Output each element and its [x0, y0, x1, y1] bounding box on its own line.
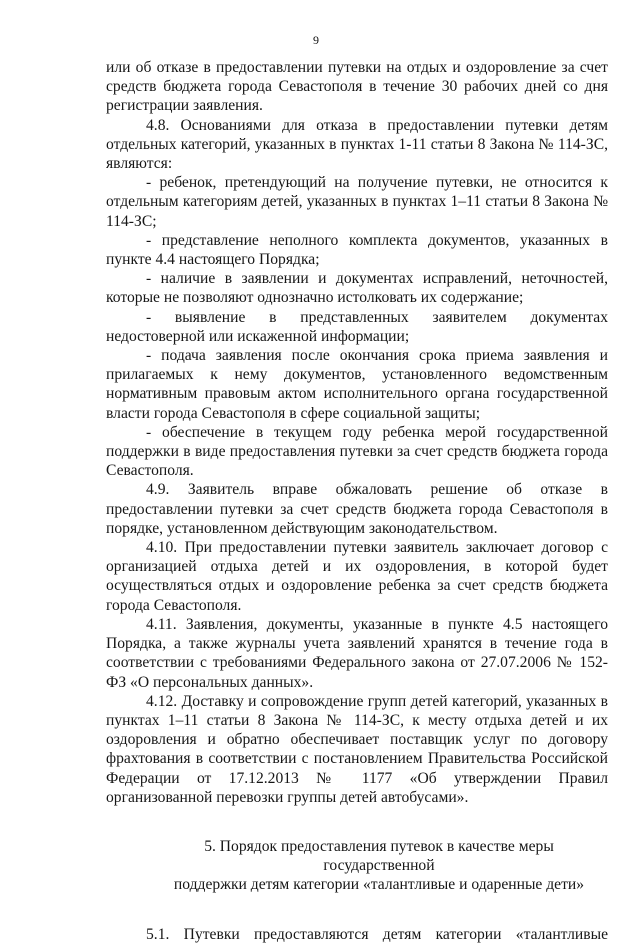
list-item: - ребенок, претендующий на получение путевки, не относится к отдельным категориям детей, указанных в пунктах 1–11 статьи 8 Закона № 114-ЗС; — [106, 174, 608, 230]
paragraph-4-12: 4.12. Доставку и сопровождение групп детей категорий, указанных в пунктах 1–11 статьи 8 Закона № 114-ЗС, к месту отдыха детей и их оздоровления и обратно обеспечивает поставщик услуг по договору фрахтования в соответствии с постановлением Правительства Российской Федерации от 17.12.2013 № 1177 «Об утверждении Правил организованной перевозки группы детей автобусами». — [106, 692, 608, 806]
paragraph-4-9: 4.9. Заявитель вправе обжаловать решение об отказе в предоставлении путевки за счет средств бюджета города Севастополя в порядке, установленном действующим законодательством. — [106, 481, 608, 537]
list-item: - выявление в представленных заявителем документах недостоверной или искаженной информации; — [106, 308, 608, 345]
list-item: - подача заявления после окончания срока приема заявления и прилагаемых к нему документов, установленного ведомственным нормативным правовым актом исполнительного органа государственной власти города Севастополя в сфере социальной защиты; — [106, 347, 608, 422]
document-body — [106, 58, 608, 944]
section-heading-line2: поддержки детям категории «талантливые и одаренные дети» — [173, 876, 585, 894]
list-item: - обеспечение в текущем году ребенка мерой государственной поддержки в виде предоставления путевки за счет средств бюджета города Севастополя. — [106, 423, 608, 480]
paragraph-continuation: или об отказе в предоставлении путевки на отдых и оздоровление за счет средств бюджета города Севастополя в течение 30 рабочих дней со дня регистрации заявления. — [106, 59, 608, 115]
paragraph-4-10: 4.10. При предоставлении путевки заявитель заключает договор с организацией отдыха детей и их оздоровления, в которой будет осуществляться отдых и оздоровление ребенка за счет средств бюджета города Севастополя. — [106, 539, 608, 614]
paragraph-4-11: 4.11. Заявления, документы, указанные в пункте 4.5 настоящего Порядка, а также журналы учета заявлений хранятся в течение года в соответствии с требованиями Федерального закона от 27.07.2006 № 152-ФЗ «О персональных данных». — [106, 615, 608, 691]
section-heading-line1: 5. Порядок предоставления путевок в качестве меры государственной — [204, 837, 554, 875]
paragraph-5-1: 5.1. Путевки предоставляются детям категории «талантливые — [146, 925, 608, 943]
list-item: - наличие в заявлении и документах исправлений, неточностей, которые не позволяют однозначно истолковать их содержание; — [106, 270, 608, 307]
section-heading — [106, 837, 608, 895]
list-item: - представление неполного комплекта документов, указанных в пункте 4.4 настоящего Порядка; — [106, 231, 608, 269]
page-number: 9 — [313, 33, 319, 47]
paragraph-4-8: 4.8. Основаниями для отказа в предоставлении путевки детям отдельных категорий, указанных в пунктах 1-11 статьи 8 Закона № 114-ЗС, являются: — [106, 116, 608, 173]
